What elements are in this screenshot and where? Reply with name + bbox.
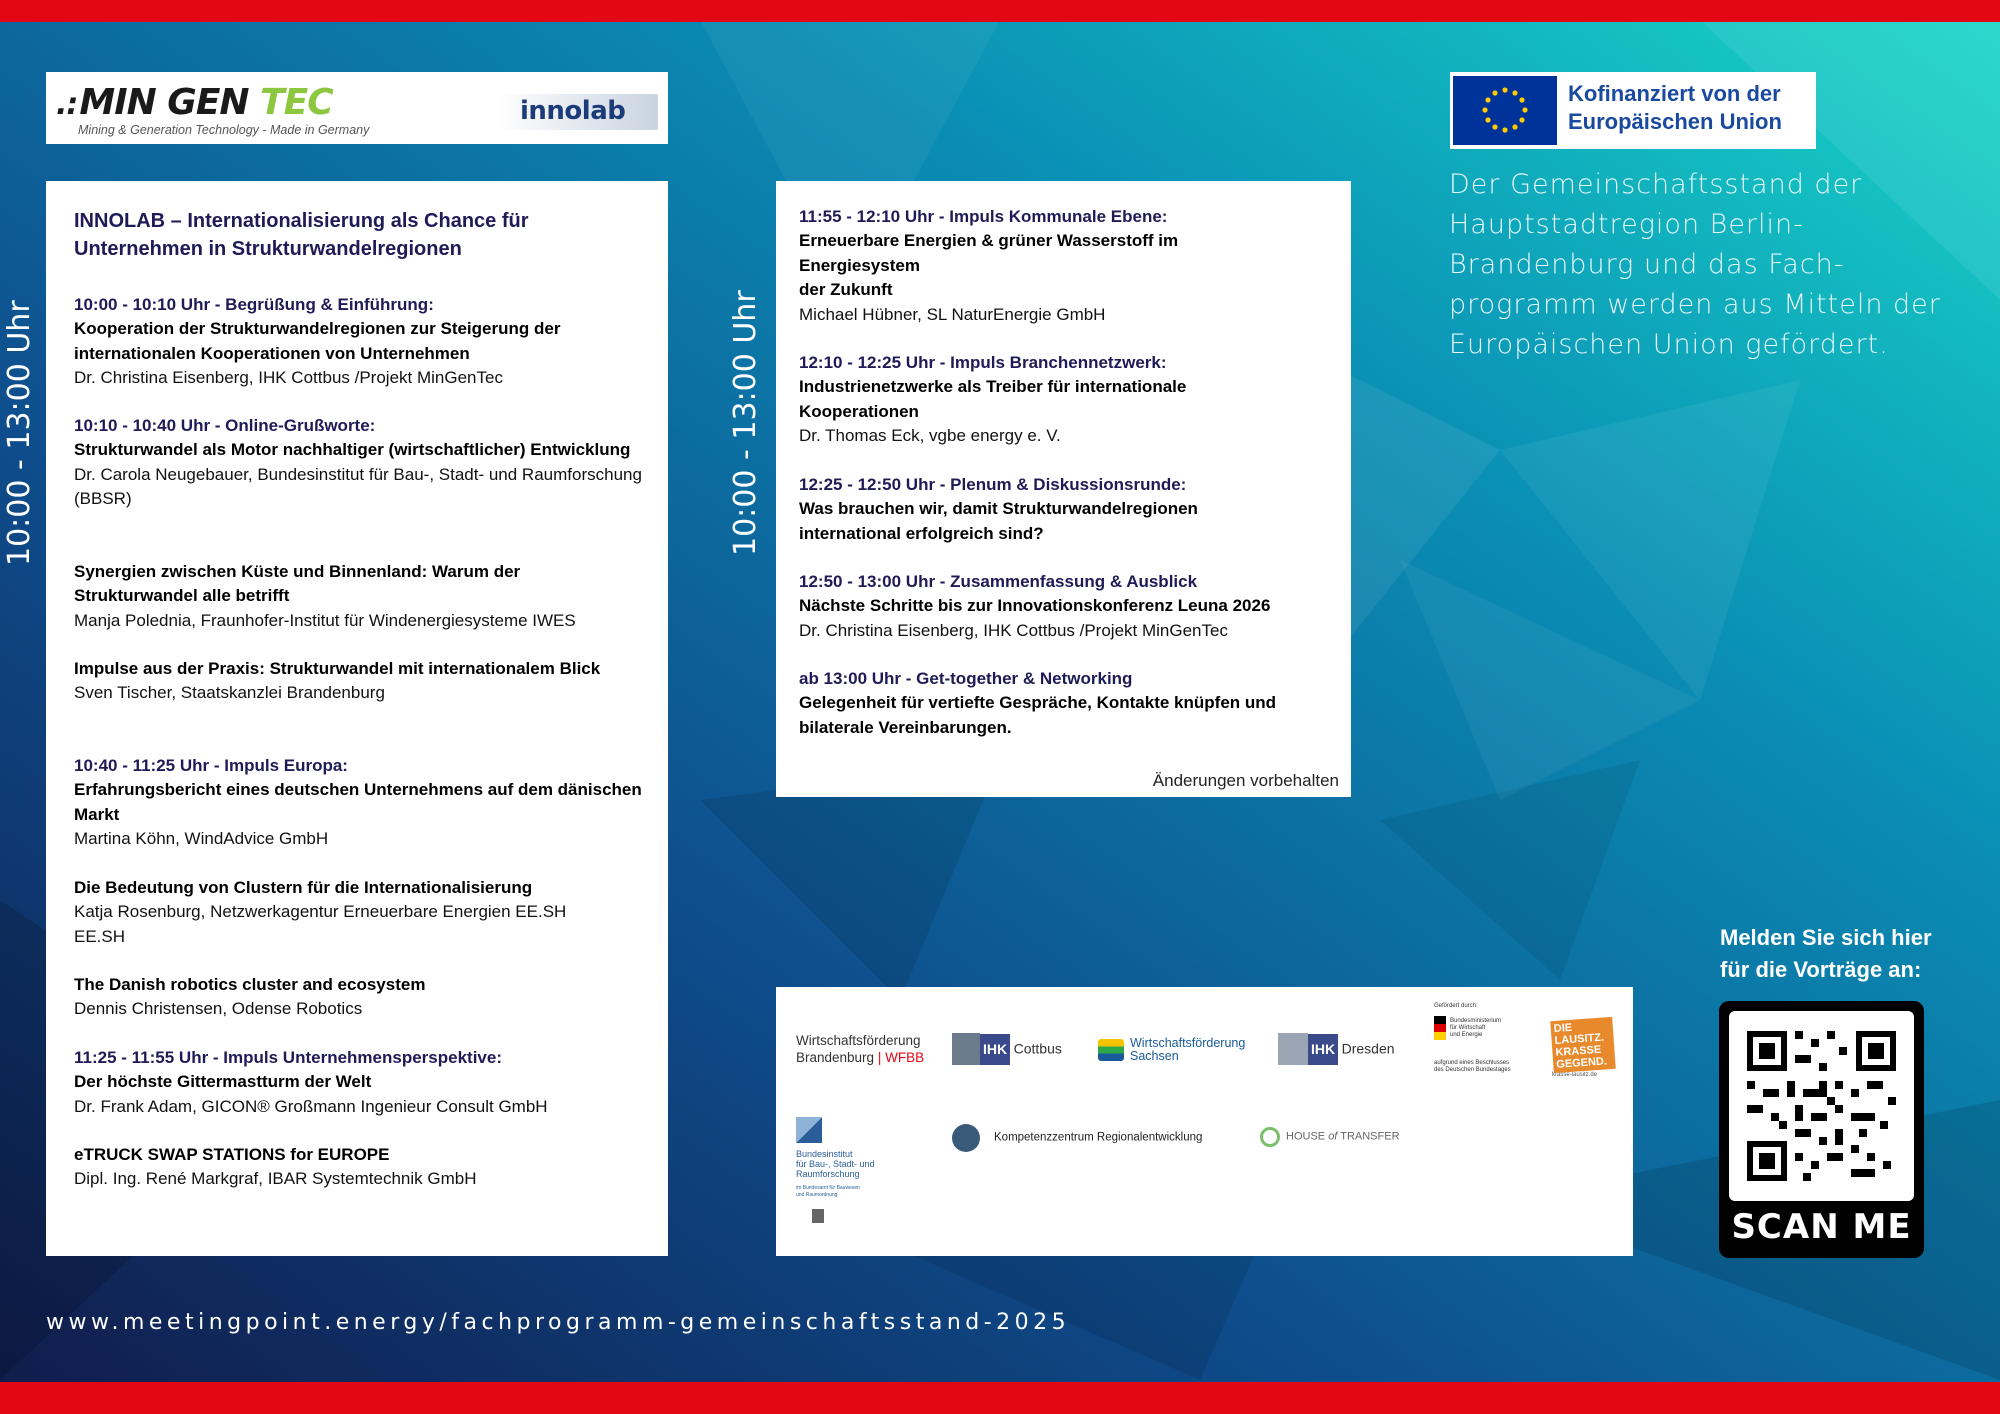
transfer-icon: [1260, 1127, 1280, 1147]
logo-strip: [46, 72, 668, 144]
bridge-icon: [1278, 1033, 1308, 1065]
agenda-item: The Danish robotics cluster and ecosystem Dennis Christensen, Odense Robotics: [74, 975, 426, 1019]
bbsr-logo: Bundesinstitut für Bau-, Stadt- und Raumforschung im Bundesamt für Bauwesen und Raumordnung: [796, 1117, 875, 1223]
bbsr-icon: [796, 1117, 822, 1143]
partner-logos-panel: [776, 987, 1633, 1256]
house-of-transfer-logo: HOUSE of TRANSFER: [1260, 1127, 1400, 1147]
agenda-item: 12:10 - 12:25 Uhr - Impuls Branchennetzwerk: Industrienetzwerke als Treiber für internationale Kooperationen Dr. Thomas Eck, vgbe energy e. V.: [799, 353, 1187, 446]
innolab-logo: innolab: [496, 94, 658, 130]
bottom-red-band: [0, 1382, 2000, 1414]
agenda-item: 11:25 - 11:55 Uhr - Impuls Unternehmensperspektive: Der höchste Gittermastturm der Welt Dr. Frank Adam, GICON® Großmann Ingenieur Consult GmbH: [74, 1048, 548, 1116]
agenda-panel-left: [46, 181, 668, 1256]
eagle-icon: [952, 1033, 980, 1065]
ihk-cottbus-logo: IHK Cottbus: [952, 1033, 1062, 1065]
agenda-panel-middle: [776, 181, 1351, 797]
eu-line2: Europäischen Union: [1568, 109, 1782, 134]
agenda-item: 10:40 - 11:25 Uhr - Impuls Europa: Erfahrungsbericht eines deutschen Unternehmens auf dem dänischen Markt Martina Köhn, WindAdvice GmbH: [74, 756, 642, 849]
agenda-item: 11:55 - 12:10 Uhr - Impuls Kommunale Ebene: Erneuerbare Energien & grüner Wasserstoff im Energiesystem der Zukunft Michael Hübner, SL NaturEnergie GmbH: [799, 207, 1179, 324]
agenda-item: eTRUCK SWAP STATIONS for EUROPE Dipl. Ing. René Markgraf, IBAR Systemtechnik GmbH: [74, 1145, 477, 1189]
agenda-item: Impulse aus der Praxis: Strukturwandel mit internationalem Blick Sven Tischer, Staatskanzlei Brandenburg: [74, 659, 601, 703]
eu-flag-icon: [1453, 76, 1557, 145]
eagle-icon: [812, 1209, 824, 1223]
mingentec-logo: .:MIN GEN TEC: [56, 82, 333, 123]
bmwe-logo: Gefördert durch: Bundesministerium für Wirtschaft und Energie aufgrund eines Beschlusses des Deutschen Bundestages: [1434, 1003, 1511, 1073]
qr-pattern: [1729, 1011, 1914, 1201]
qr-code[interactable]: [1719, 1001, 1924, 1258]
time-label-middle: 10:00 - 13:00 Uhr: [728, 290, 763, 556]
eu-line1: Kofinanziert von der: [1568, 81, 1781, 106]
agenda-title: INNOLAB – Internationalisierung als Chance für Unternehmen in Strukturwandelregionen: [74, 210, 529, 260]
lausitz-logo: DIE LAUSITZ. KRASSE GEGEND. krasse-lausitz.de: [1552, 1019, 1614, 1079]
german-flag-icon: [1434, 1016, 1446, 1040]
kompetenz-icon: [952, 1124, 980, 1152]
sachsen-icon: [1098, 1039, 1124, 1061]
wirtschaftsfoerderung-sachsen-logo: Wirtschaftsförderung Sachsen: [1098, 1037, 1245, 1063]
agenda-item: 10:10 - 10:40 Uhr - Online-Grußworte: Strukturwandel als Motor nachhaltiger (wirtschaftlicher) Entwicklung Dr. Carola Neugebauer, Bundesinstitut für Bau-, Stadt- und Raumforschung (BBSR): [74, 416, 642, 509]
event-url-link[interactable]: www.meetingpoint.energy/fachprogramm-gemeinschaftsstand-2025: [46, 1310, 1071, 1335]
time-label-left: 10:00 - 13:00 Uhr: [2, 300, 37, 566]
agenda-item: 10:00 - 10:10 Uhr - Begrüßung & Einführung: Kooperation der Strukturwandelregionen zur Steigerung der internationalen Kooperationen von Unternehmen Dr. Christina Eisenberg, IHK Cottbus /Projekt MinGenTec: [74, 295, 561, 388]
wfbb-logo: Wirtschaftsförderung Brandenburg | WFBB: [796, 1033, 925, 1065]
agenda-item: 12:50 - 13:00 Uhr - Zusammenfassung & Ausblick Nächste Schritte bis zur Innovationskonferenz Leuna 2026 Dr. Christina Eisenberg, IHK Cottbus /Projekt MinGenTec: [799, 572, 1271, 640]
eu-cofunding-logo: [1450, 72, 1816, 149]
agenda-item: 12:25 - 12:50 Uhr - Plenum & Diskussionsrunde: Was brauchen wir, damit Strukturwandelregionen international erfolgreich sind?: [799, 475, 1198, 543]
agenda-item: Die Bedeutung von Clustern für die Internationalisierung Katja Rosenburg, Netzwerkagentur Erneuerbare Energien EE.SH EE.SH: [74, 878, 567, 946]
mingentec-tagline: Mining & Generation Technology - Made in Germany: [78, 123, 370, 137]
agenda-item: ab 13:00 Uhr - Get-together & Networking Gelegenheit für vertiefte Gespräche, Kontakte knüpfen und bilaterale Vereinbarungen.: [799, 669, 1277, 737]
agenda-item: Synergien zwischen Küste und Binnenland: Warum der Strukturwandel alle betrifft Manja Polednia, Fraunhofer-Institut für Windenergiesysteme IWES: [74, 562, 576, 630]
eu-funding-description: Der Gemeinschaftsstand der Hauptstadtregion Berlin-Brandenburg und das Fach-programm werden aus Mitteln der Europäischen Union gefördert.: [1449, 169, 1941, 360]
top-red-band: [0, 0, 2000, 22]
scan-me-label: SCAN ME: [1731, 1207, 1912, 1247]
changes-note: Änderungen vorbehalten: [1152, 771, 1339, 790]
kompetenzzentrum-logo: Kompetenzzentrum Regionalentwicklung: [952, 1124, 1202, 1152]
qr-label: Melden Sie sich hier für die Vorträge an:: [1720, 925, 1932, 982]
ihk-dresden-logo: IHK Dresden: [1278, 1033, 1395, 1065]
